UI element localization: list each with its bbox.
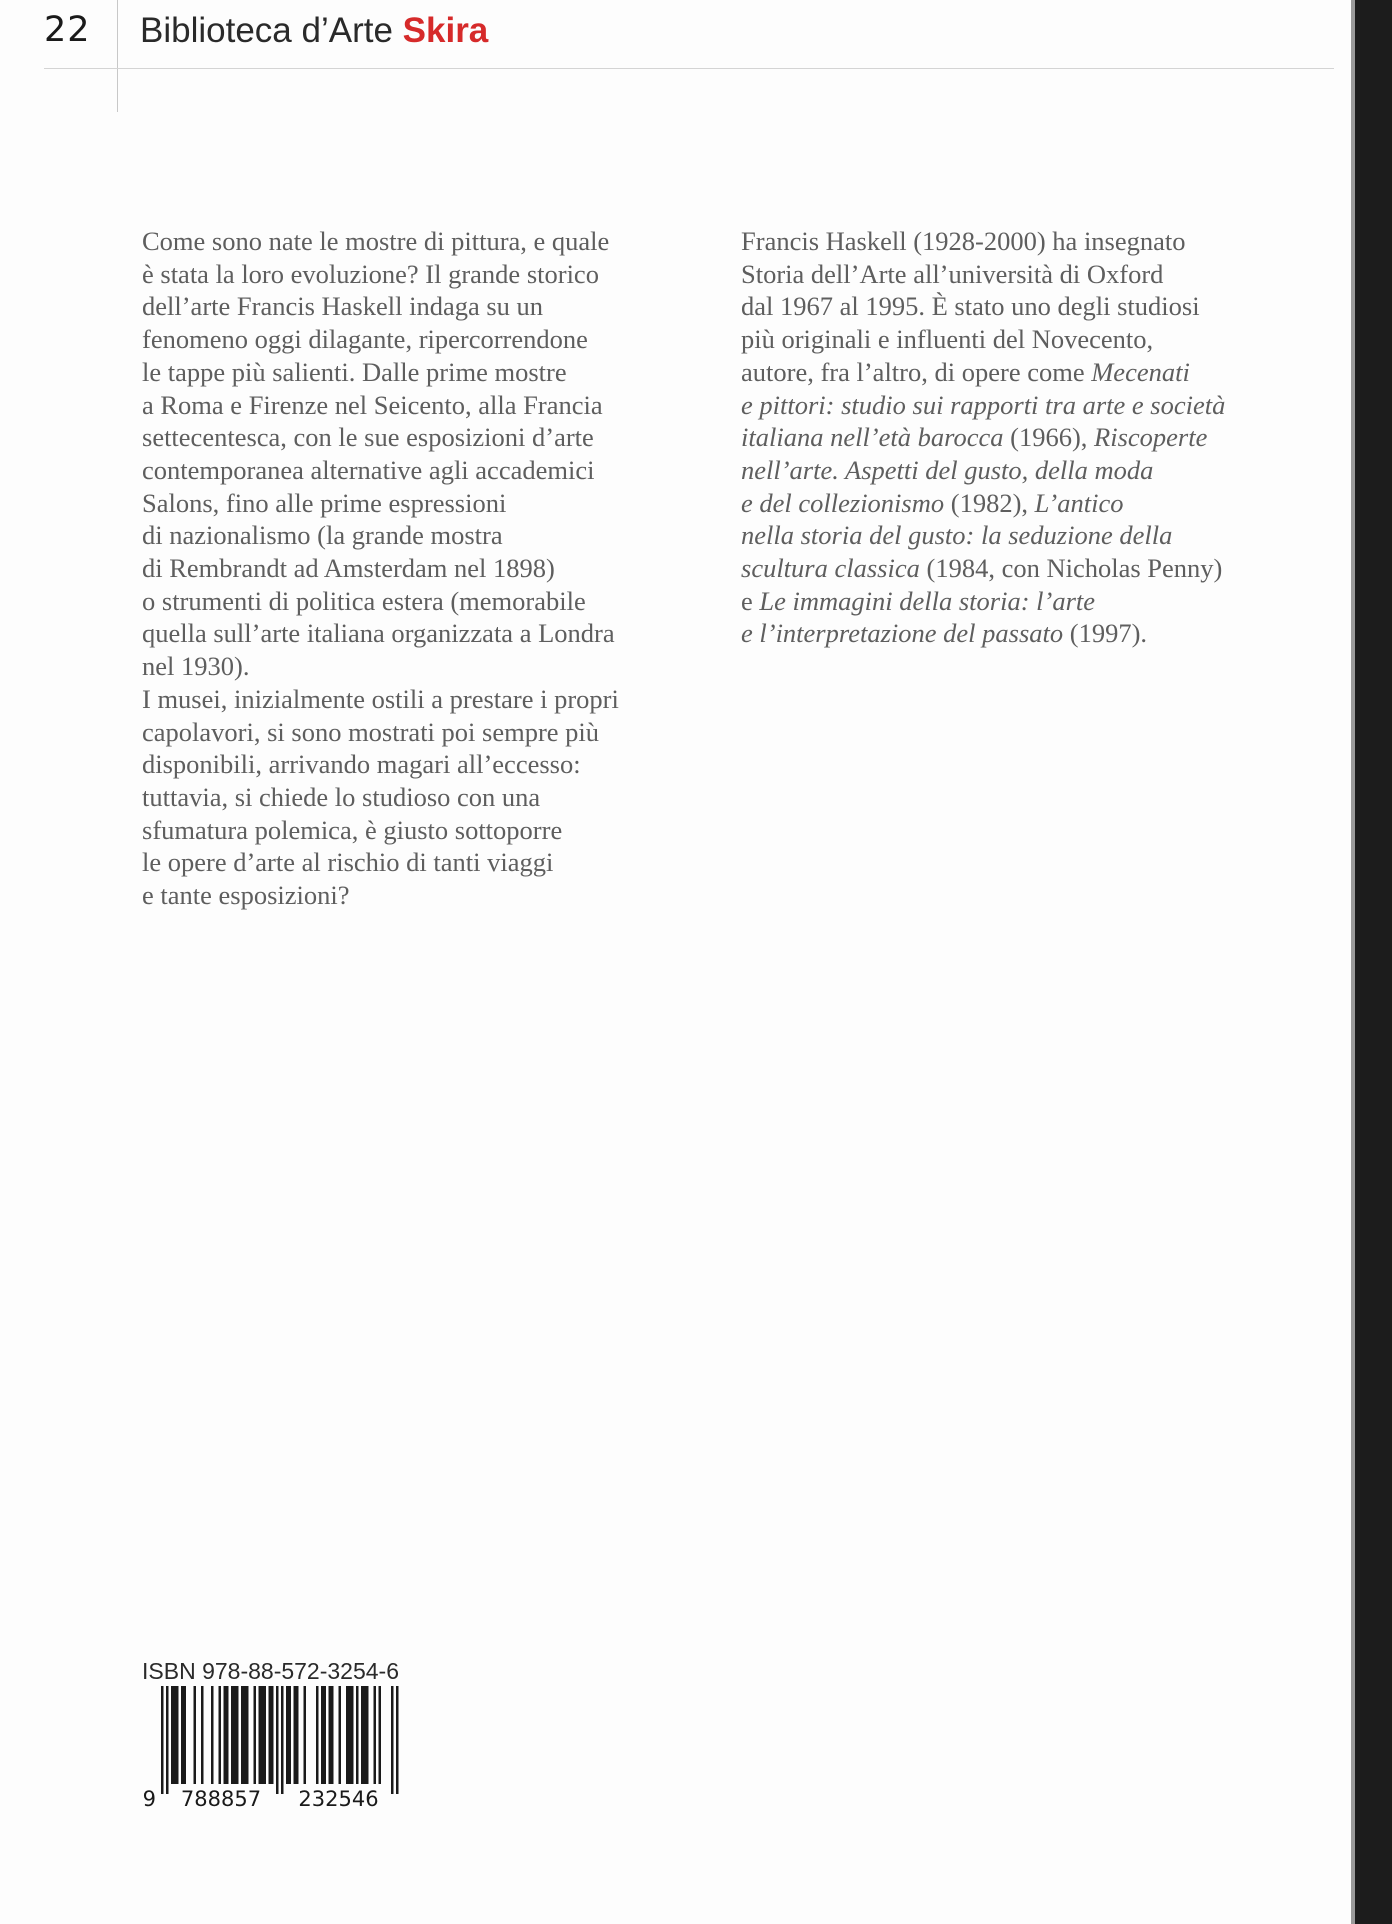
description-line: settecentesca, con le sue esposizioni d’arte — [142, 422, 594, 453]
header-divider-horizontal — [44, 68, 1334, 69]
barcode-bar — [219, 1686, 222, 1784]
barcode-bar — [211, 1686, 214, 1784]
description-line: quella sull’arte italiana organizzata a Londra — [142, 618, 615, 649]
italic-title-segment: nella storia del gusto: la seduzione della — [741, 520, 1173, 551]
description-line: tuttavia, si chiede lo studioso con una — [142, 781, 541, 812]
biography-line — [741, 552, 1301, 585]
biography-line — [741, 225, 1301, 258]
barcode-bar — [201, 1686, 204, 1784]
biography-line — [741, 421, 1301, 454]
text-segment: (1982), — [944, 487, 1035, 518]
text-segment: (1984, con Nicholas Penny) — [919, 553, 1223, 584]
book-description — [142, 225, 702, 912]
barcode-bar — [374, 1686, 377, 1784]
italic-title-segment: Riscoperte — [1094, 422, 1208, 453]
barcode-bar — [281, 1686, 284, 1794]
barcode-digits: 788857 — [180, 1787, 262, 1810]
description-line: di Rembrandt ad Amsterdam nel 1898) — [142, 553, 555, 584]
italic-title-segment: e del collezionismo — [741, 487, 945, 518]
description-line: le tappe più salienti. Dalle prime mostre — [142, 356, 567, 387]
barcode-bar — [276, 1686, 279, 1794]
book-spine — [1355, 0, 1392, 1924]
description-line: nel 1930). — [142, 651, 250, 682]
barcode-bar — [224, 1686, 229, 1784]
description-line: fenomeno oggi dilagante, ripercorrendone — [142, 324, 588, 355]
italic-title-segment: italiana nell’età barocca — [741, 422, 1004, 453]
italic-title-segment: Mecenati — [1091, 356, 1190, 387]
barcode-bar — [166, 1686, 169, 1794]
barcode-bar — [161, 1686, 164, 1794]
text-segment: Francis Haskell (1928-2000) ha insegnato — [741, 226, 1186, 256]
barcode-bar — [286, 1686, 291, 1784]
biography-line — [741, 290, 1301, 323]
description-line: Come sono nate le mostre di pittura, e quale — [142, 226, 610, 256]
text-segment: autore, fra l’altro, di opere come — [741, 356, 1092, 387]
italic-title-segment: nell’arte. Aspetti del gusto, della moda — [741, 454, 1154, 485]
description-line: e tante esposizioni? — [142, 880, 350, 911]
biography-line — [741, 356, 1301, 389]
description-line: capolavori, si sono mostrati poi sempre più — [142, 716, 600, 747]
barcode-bar — [346, 1686, 354, 1784]
description-line: è stata la loro evoluzione? Il grande storico — [142, 258, 599, 289]
description-line: le opere d’arte al rischio di tanti viaggi — [142, 847, 554, 878]
barcode-bar — [241, 1686, 249, 1784]
description-line: di nazionalismo (la grande mostra — [142, 520, 503, 551]
text-segment: più originali e influenti del Novecento, — [741, 324, 1154, 355]
italic-title-segment: e pittori: studio sui rapporti tra arte e società — [741, 389, 1226, 420]
text-segment: Storia dell’Arte all’università di Oxford — [741, 258, 1164, 289]
barcode-bar — [361, 1686, 369, 1784]
isbn-barcode — [142, 1686, 416, 1810]
barcode-bar — [321, 1686, 326, 1784]
biography-line — [741, 454, 1301, 487]
biography-line — [741, 258, 1301, 291]
biography-line — [741, 585, 1301, 618]
italic-title-segment: scultura classica — [741, 553, 920, 584]
series-name: Biblioteca d’Arte — [140, 11, 393, 50]
biography-line — [741, 389, 1301, 422]
author-biography — [741, 225, 1301, 650]
barcode-bar — [194, 1686, 197, 1784]
text-segment: (1997). — [1063, 618, 1148, 649]
description-line: o strumenti di politica estera (memorabile — [142, 585, 586, 616]
biography-line — [741, 617, 1301, 650]
barcode-bar — [316, 1686, 319, 1784]
text-segment: dal 1967 al 1995. È stato uno degli studiosi — [741, 291, 1200, 322]
italic-title-segment: Le immagini della storia: l’arte — [759, 585, 1096, 616]
barcode-bar — [269, 1686, 274, 1784]
description-line: disponibili, arrivando magari all’eccesso: — [142, 749, 581, 780]
barcode-bar — [391, 1686, 394, 1794]
text-segment: (1966), — [1003, 422, 1095, 453]
barcode-bar — [329, 1686, 334, 1784]
italic-title-segment: L’antico — [1034, 487, 1124, 518]
barcode-digits: 232546 — [298, 1787, 379, 1810]
barcode-bar — [181, 1686, 186, 1784]
biography-line — [741, 487, 1301, 520]
biography-line — [741, 323, 1301, 356]
barcode-bar — [231, 1686, 239, 1784]
isbn-label: ISBN 978-88-572-3254-6 — [142, 1658, 399, 1684]
description-line: dell’arte Francis Haskell indaga su un — [142, 291, 544, 322]
barcode-bar — [396, 1686, 399, 1794]
text-segment: e — [741, 585, 760, 616]
series-brand: Skira — [402, 11, 489, 50]
biography-line — [741, 519, 1301, 552]
barcode-digits: 9 — [142, 1787, 156, 1810]
series-title — [140, 11, 488, 51]
barcode-bar — [171, 1686, 179, 1784]
italic-title-segment: e l’interpretazione del passato — [741, 618, 1064, 649]
barcode-bar — [304, 1686, 307, 1784]
header-divider-vertical — [117, 0, 118, 112]
description-line: a Roma e Firenze nel Seicento, alla Francia — [142, 389, 603, 420]
barcode-bar — [259, 1686, 267, 1784]
description-line: I musei, inizialmente ostili a prestare i propri — [142, 683, 619, 714]
barcode-bar — [339, 1686, 342, 1784]
barcode-bar — [356, 1686, 359, 1784]
page-number: 22 — [44, 10, 91, 50]
description-line: sfumatura polemica, è giusto sottoporre — [142, 814, 563, 845]
barcode-bar — [379, 1686, 382, 1784]
description-line: Salons, fino alle prime espressioni — [142, 487, 507, 518]
barcode-bar — [294, 1686, 299, 1784]
barcode-bar — [254, 1686, 257, 1784]
description-line: contemporanea alternative agli accademici — [142, 454, 595, 485]
